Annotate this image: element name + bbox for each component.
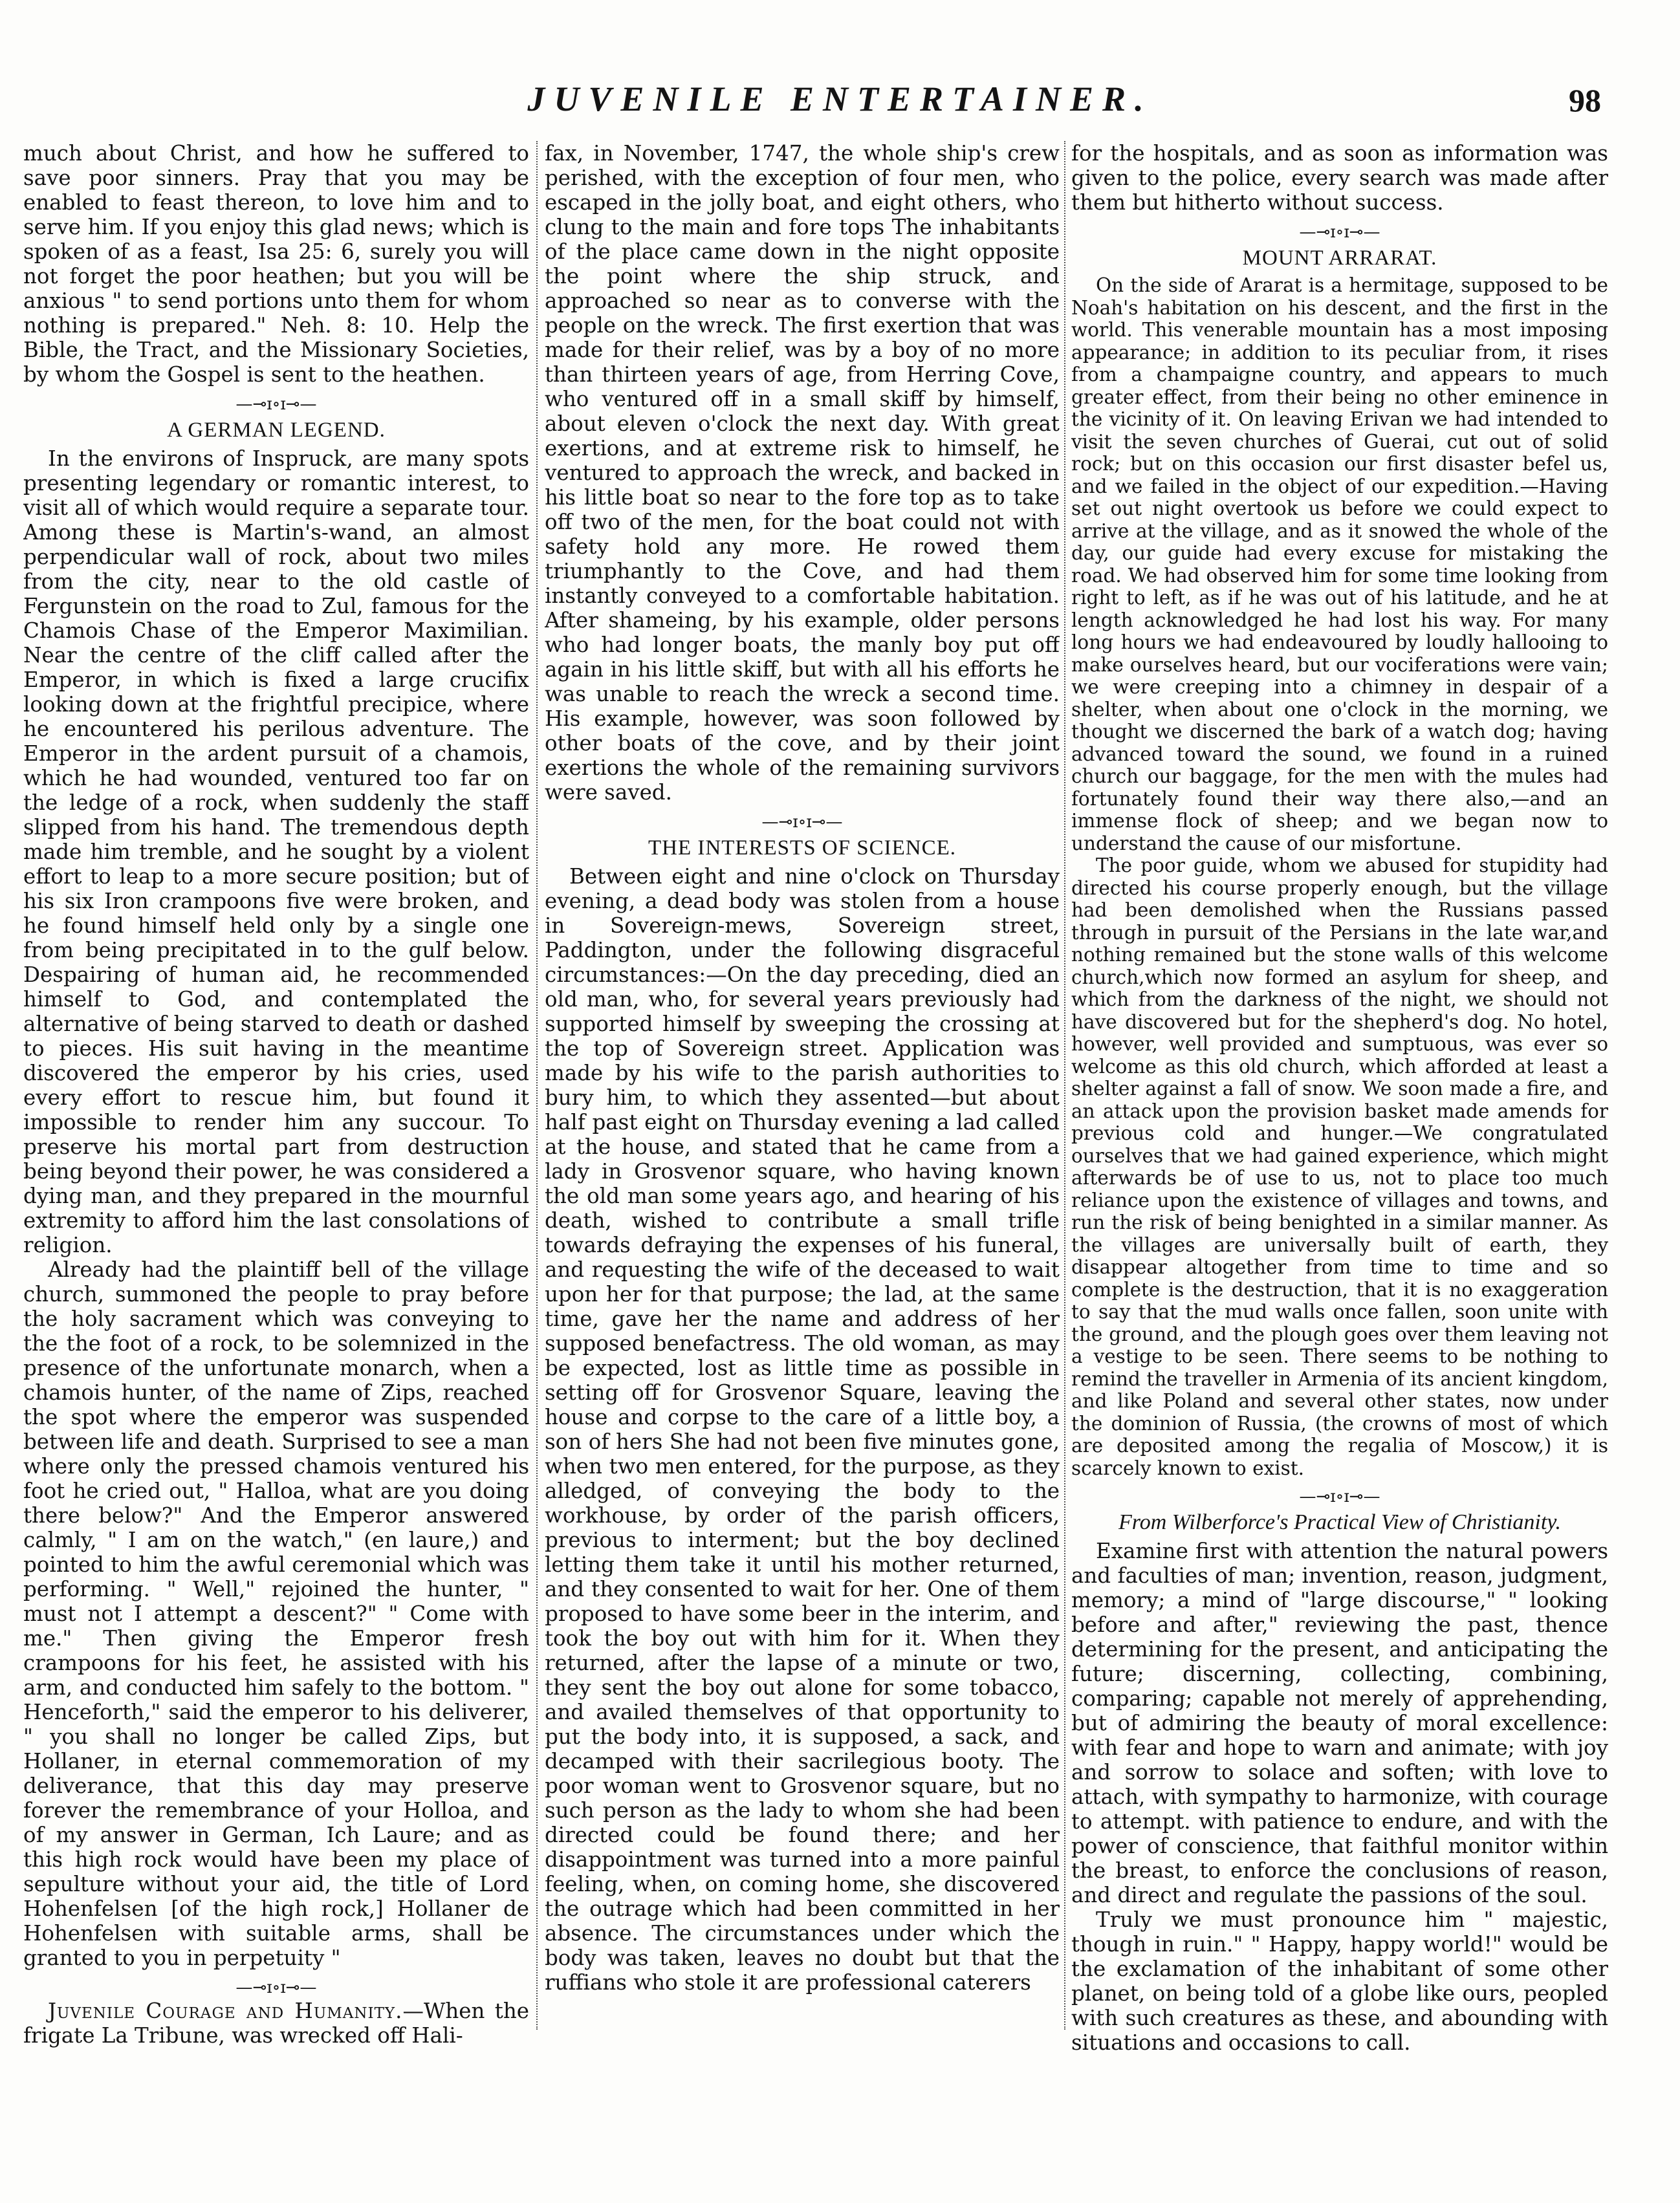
- article-heading-mount-ararat: MOUNT ARRARAT.: [1242, 246, 1437, 270]
- paragraph: for the hospitals, and as soon as information was given to the police, every search was made after them but hitherto without success.: [1071, 141, 1608, 215]
- paragraph: Truly we must pronounce him " majestic, though in ruin." " Happy, happy world!" would be the exclamation of the inhabitant of some other planet, on being told of a globe like ours, peopled with such creatures as these, and abounding with situations and occasions to call.: [1071, 1907, 1608, 2055]
- ornament-divider: —⊸ɪ∘ɪ⊸—: [235, 395, 317, 414]
- column-middle: [545, 141, 1060, 2056]
- column-left: [23, 141, 529, 2056]
- column-right: [1071, 141, 1608, 2056]
- ornament-divider: —⊸ɪ∘ɪ⊸—: [1299, 222, 1380, 242]
- paragraph: The poor guide, whom we abused for stupidity had directed his course properly enough, but the village had been demolished when the Russians passed through in pursuit of the Persians in the late war,and nothing remained but the stone walls of this welcome church,which now formed an asylum for sheep, and which from the darkness of the night, we should not have discovered but for the shepherd's dog. No hotel, however, well provided and sumptuous, was ever so welcome as this old church, which afforded at least a shelter against a fall of snow. We soon made a fire, and an attack upon the provision basket made amends for previous cold and hunger.—We congratulated ourselves that we had gained experience, which might afterwards be of use to us, not to place too much reliance upon the existence of villages and towns, and run the risk of being benighted in a similar manner. As the villages are universally built of earth, they disappear altogether from time to time and so complete is the destruction, that it is no exaggeration to say that the mud walls once fallen, soon unite with the ground, and the plough goes over them leaving not a vestige to be seen. There seems to be nothing to remind the traveller in Armenia of its ancient kingdom, and like Poland and several other states, now under the dominion of Russia, (the crowns of most of which are deposited among the regalia of Moscow,) it is scarcely known to exist.: [1071, 854, 1608, 1479]
- page-number: 98: [1569, 82, 1601, 118]
- paragraph-text: —When the frigate La Tribune, was wrecked off Hali-: [23, 1999, 529, 2048]
- paragraph: In the environs of Inspruck, are many spots presenting legendary or romantic interest, to visit all of which would require a separate tour. Among these is Martin's-wand, an almost perpendicular wall of rock, about two miles from the city, near to the old castle of Fergunstein on the road to Zul, famous for the Chamois Chase of the Emperor Maximilian. Near the centre of the cliff called after the Emperor, in which is fixed a large crucifix looking down at the frightful precipice, where he encountered his perilous adventure. The Emperor in the ardent pursuit of a chamois, which he had wounded, ventured too far on the ledge of a rock, when suddenly the staff slipped from his hand. The tremendous depth made him tremble, and he sought by a violent effort to leap to a more secure position; but of his six Iron crampoons five were broken, and he found himself held only by a single one from being precipitated in to the gulf below. Despairing of human aid, he recommended himself to God, and contemplated the alternative of being starved to death or dashed to pieces. His suit having in the meantime discovered the emperor by his cries, used every effort to rescue him, but found it impossible to render him any succour. To preserve his mortal part from destruction being beyond their power, he was considered a dying man, and they prepared in the mournful extremity to afford him the last consolations of religion.: [23, 446, 529, 1257]
- running-title: JUVENILE ENTERTAINER.: [527, 80, 1153, 118]
- paragraph: Examine first with attention the natural powers and faculties of man; invention, reason, judgment, memory; a mind of "large discourse," " looking before and after," reviewing the past, thence determining for the present, and anticipating the future; discerning, collecting, combining, comparing; capable not merely of apprehending, but of admiring the beauty of moral excellence: with fear and hope to warn and animate; with joy and sorrow to solace and soften; with love to attach, with sympathy to harmonize, with courage to attempt. with patience to endure, and with the power of conscience, that faithful monitor within the breast, to enforce the conclusions of reason, and direct and regulate the passions of the soul.: [1071, 1539, 1608, 1907]
- paragraph: fax, in November, 1747, the whole ship's crew perished, with the exception of four men, who escaped in the jolly boat, and eight others, who clung to the main and fore tops The inhabitants of the place came down in the night opposite the point where the ship struck, and approached so near as to converse with the people on the wreck. The first exertion that was made for their relief, was by a boy of no more than thirteen years of age, from Herring Cove, who ventured off in a small skiff by himself, about eleven o'clock the next day. With great exertions, and at extreme risk to himself, he ventured to approach the wreck, and backed in his little boat so near to the fore top as to take off two of the men, for the boat could not with safety hold any more. He rowed them triumphantly to the Cove, and had them instantly conveyed to a comfortable habitation. After shameing, by his example, older persons who had longer boats, the manly boy put off again in his little skiff, but with all his efforts he was unable to reach the wreck a second time. His example, however, was soon followed by other boats of the cove, and by their joint exertions the whole of the remaining survivors were saved.: [545, 141, 1060, 805]
- paragraph: much about Christ, and how he suffered to save poor sinners. Pray that you may be enabled to feast thereon, to love him and to serve him. If you enjoy this glad news; which is spoken of as a feast, Isa 25: 6, surely you will not forget the poor heathen; but you will be anxious " to send portions unto them for whom nothing is prepared." Neh. 8: 10. Help the Bible, the Tract, and the Missionary Societies, by whom the Gospel is sent to the heathen.: [23, 141, 529, 387]
- column-rule: [1064, 141, 1065, 2030]
- column-rule: [536, 141, 538, 2030]
- article-heading-german-legend: A GERMAN LEGEND.: [167, 418, 386, 442]
- ornament-divider: —⊸ɪ∘ɪ⊸—: [1299, 1487, 1380, 1506]
- article-heading-interests-of-science: THE INTERESTS OF SCIENCE.: [648, 836, 956, 860]
- page-header: [0, 79, 1680, 137]
- paragraph: Between eight and nine o'clock on Thursday evening, a dead body was stolen from a house in Sovereign-mews, Sovereign street, Paddington, under the following disgraceful circumstances:—On the day preceding, died an old man, who, for several years previously had supported himself by sweeping the crossing at the top of Sovereign street. Application was made by his wife to the parish authorities to bury him, to which they assented—but about half past eight on Thursday evening a lad called at the house, and stated that he came from a lady in Grosvenor square, who having known the old man some years ago, and hearing of his death, wished to contribute a small trifle towards defraying the expenses of his funeral, and requesting the wife of the deceased to wait upon her for that purpose; the lad, at the same time, gave her the name and address of her supposed benefactress. The old woman, as may be expected, lost as little time as possible in setting off for Grosvenor Square, leaving the house and corpse to the care of a little boy, a son of hers She had not been five minutes gone, when two men entered, for the purpose, as they alledged, of conveying the body to the workhouse, by order of the parish officers, previous to interment; but the boy declined letting them take it until his mother returned, and they consented to wait for her. One of them proposed to have some beer in the interim, and took the boy out with him for it. When they returned, after the lapse of a minute or two, they sent the boy out alone for some tobacco, and availed themselves of that opportunity to put the body into, it is supposed, a sack, and decamped with their sacrilegious booty. The poor woman went to Grosvenor square, but no such person as the lady to whom she had been directed could be found there; and her disappointment was turned into a more painful feeling, when, on coming home, she discovered the outrage which had been committed in her absence. The circumstances under which the body was taken, leaves no doubt but that the ruffians who stole it are professional caterers: [545, 864, 1060, 1995]
- ornament-divider: —⊸ɪ∘ɪ⊸—: [235, 1978, 317, 1997]
- paragraph: [23, 1999, 529, 2048]
- article-heading-wilberforce: From Wilberforce's Practical View of Christianity.: [1118, 1510, 1562, 1534]
- run-in-heading: Juvenile Courage and Humanity.: [48, 1999, 403, 2023]
- small-print-block: [1071, 274, 1608, 1479]
- paragraph: On the side of Ararat is a hermitage, supposed to be Noah's habitation on his descent, and the first in the world. This venerable mountain has a most imposing appearance; in addition to its peculiar from, it rises from a champaigne country, and appears to much greater effect, from their being no other eminence in the vicinity of it. On leaving Erivan we had intended to visit the seven churches of Guerai, cut out of solid rock; but on this occasion our first disaster befel us, and we failed in the object of our expedition.—Having set out night overtook us before we could expect to arrive at the village, and as it snowed the whole of the day, our guide had every excuse for mistaking the road. We had observed him for some time looking from right to left, as if he was out of his latitude, and he at length acknowledged he had lost his way. For many long hours we had endeavoured by loudly hallooing to make ourselves heard, but our vociferations were vain; we were creeping into a chimney in despair of a shelter, when about one o'clock in the morning, we thought we discerned the bark of a watch dog; having advanced toward the sound, we found in a ruined church our baggage, for the men with the mules had fortunately found their way there also,—and an immense flock of sheep; and we began now to understand the cause of our misfortune.: [1071, 274, 1608, 854]
- paragraph: Already had the plaintiff bell of the village church, summoned the people to pray before the holy sacrament which was conveying to the the foot of a rock, to be solemnized in the presence of the unfortunate monarch, when a chamois hunter, of the name of Zips, reached the spot where the emperor was suspended between life and death. Surprised to see a man where only the pressed chamois ventured his foot he cried out, " Halloa, what are you doing there below?" And the Emperor answered calmly, " I am on the watch," (en laure,) and pointed to him the awful ceremonial which was performing. " Well," rejoined the hunter, " must not I attempt a descent?" " Come with me." Then giving the Emperor fresh crampoons for his feet, he assisted with his arm, and conducted him safely to the bottom. " Henceforth," said the emperor to his deliverer, " you shall no longer be called Zips, but Hollaner, in eternal commemoration of my deliverance, that this day may preserve forever the remembrance of your Holloa, and of my answer in German, Ich Laure; and as this high rock would have been my place of sepulture without your aid, the title of Lord Hohenfelsen [of the high rock,] Hollaner de Hohenfelsen with suitable arms, shall be granted to you in perpetuity ": [23, 1257, 529, 1970]
- ornament-divider: —⊸ɪ∘ɪ⊸—: [761, 812, 843, 832]
